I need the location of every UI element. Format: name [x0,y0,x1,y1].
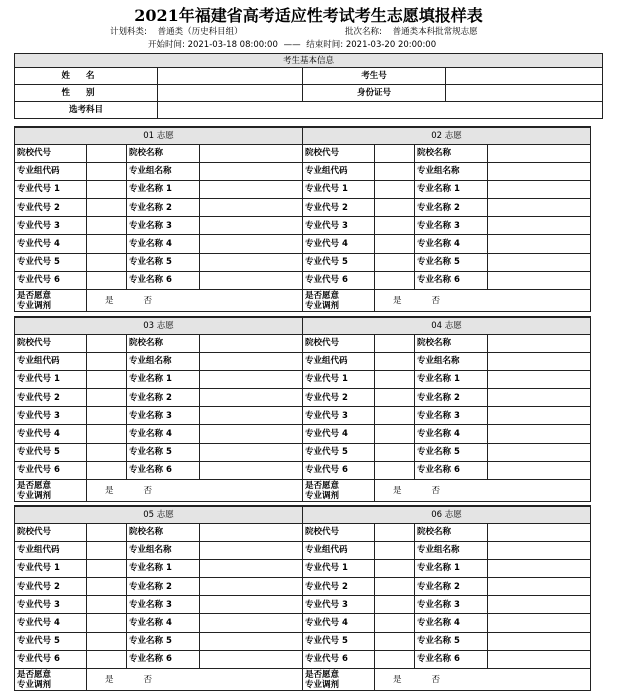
major-code-label: 专业代号 2 [303,578,375,596]
major-name-field[interactable] [200,632,303,650]
adjust-label-line2: 专业调剂 [305,490,340,501]
major-code-label: 专业代号 5 [303,443,375,461]
major-code-label: 专业代号 1 [303,180,375,198]
major-code-field[interactable] [87,461,127,479]
major-name-field[interactable] [488,370,591,388]
major-name-label: 专业名称 1 [127,180,200,198]
plan-line [110,27,243,38]
adjust-no-option[interactable]: 否 [431,674,441,685]
major-code-field[interactable] [87,199,127,217]
choice-group-title: 04 志愿 [303,317,591,334]
major-code-field[interactable] [87,407,127,425]
adjust-choice[interactable] [87,480,303,502]
group-code-field[interactable] [375,162,415,180]
school-name-field[interactable] [488,144,591,162]
group-code-label: 专业组代码 [303,162,375,180]
major-name-field[interactable] [488,217,591,235]
name-label: 姓名 [15,68,158,85]
time-dash: —— [283,40,301,50]
basic-info-header: 考生基本信息 [15,54,603,68]
major-code-field[interactable] [375,425,415,443]
adjust-label-line1: 是否愿意 [17,480,52,491]
school-code-field[interactable] [87,144,127,162]
major-name-label: 专业名称 2 [127,389,200,407]
major-name-label: 专业名称 6 [127,271,200,289]
school-name-label: 院校名称 [127,334,200,352]
adjust-no-option[interactable]: 否 [143,485,153,496]
adjust-label-line2: 专业调剂 [17,679,52,690]
major-name-label: 专业名称 1 [415,180,488,198]
group-name-field[interactable] [488,352,591,370]
choice-group-title: 06 志愿 [303,506,591,523]
major-code-label: 专业代号 1 [15,180,87,198]
adjust-label-line1: 是否愿意 [305,669,340,680]
major-name-label: 专业名称 4 [127,614,200,632]
major-name-field[interactable] [200,614,303,632]
time-line [148,40,436,51]
adjust-choice[interactable] [87,290,303,312]
group-name-field[interactable] [488,541,591,559]
major-code-field[interactable] [375,180,415,198]
school-code-field[interactable] [87,334,127,352]
major-code-label: 专业代号 3 [15,217,87,235]
group-name-label: 专业组名称 [127,162,200,180]
major-name-label: 专业名称 3 [127,596,200,614]
adjust-label-line2: 专业调剂 [305,300,340,311]
school-name-field[interactable] [200,144,303,162]
choice-group-06 [302,505,591,691]
group-name-field[interactable] [200,162,303,180]
major-name-field[interactable] [200,559,303,577]
group-code-label: 专业组代码 [303,352,375,370]
school-code-field[interactable] [375,523,415,541]
major-name-field[interactable] [200,596,303,614]
choice-group-03 [14,316,303,502]
major-code-field[interactable] [375,461,415,479]
major-code-field[interactable] [87,559,127,577]
basic-info-table [14,53,603,119]
adjust-choice[interactable] [375,290,591,312]
major-name-field[interactable] [200,578,303,596]
major-code-label: 专业代号 4 [15,425,87,443]
major-name-field[interactable] [200,443,303,461]
major-name-field[interactable] [200,271,303,289]
major-name-label: 专业名称 1 [415,370,488,388]
exam-no-field[interactable] [446,68,603,85]
school-code-field[interactable] [375,334,415,352]
school-name-label: 院校名称 [127,523,200,541]
adjust-label-line2: 专业调剂 [17,300,52,311]
group-name-label: 专业组名称 [127,352,200,370]
adjust-choice[interactable] [87,669,303,691]
group-code-label: 专业组代码 [15,162,87,180]
major-code-field[interactable] [87,614,127,632]
end-value: 2021-03-20 20:00:00 [345,40,437,50]
major-code-field[interactable] [375,632,415,650]
major-code-field[interactable] [375,443,415,461]
major-code-label: 专业代号 3 [303,596,375,614]
exam-no-label: 考生号 [303,68,446,85]
major-code-label: 专业代号 4 [303,425,375,443]
major-code-field[interactable] [375,253,415,271]
major-code-label: 专业代号 5 [303,632,375,650]
major-name-field[interactable] [488,389,591,407]
major-code-field[interactable] [87,389,127,407]
page-title: 2021年福建省高考适应性考试考生志愿填报样表 [134,6,483,25]
gender-label: 性别 [15,85,158,102]
major-name-field[interactable] [200,407,303,425]
major-code-field[interactable] [375,407,415,425]
group-code-field[interactable] [87,352,127,370]
adjust-yes-option[interactable]: 是 [105,485,114,496]
school-name-label: 院校名称 [415,334,488,352]
major-code-label: 专业代号 3 [15,596,87,614]
major-code-label: 专业代号 5 [303,253,375,271]
major-name-field[interactable] [488,632,591,650]
major-name-label: 专业名称 5 [415,253,488,271]
major-code-field[interactable] [375,235,415,253]
major-code-label: 专业代号 3 [15,407,87,425]
major-name-label: 专业名称 1 [127,559,200,577]
major-code-label: 专业代号 6 [15,650,87,668]
major-name-field[interactable] [200,461,303,479]
major-name-label: 专业名称 3 [127,407,200,425]
major-code-label: 专业代号 3 [303,217,375,235]
adjust-label [303,669,375,691]
school-name-field[interactable] [200,334,303,352]
adjust-label [15,290,87,312]
major-code-field[interactable] [87,253,127,271]
group-name-label: 专业组名称 [127,541,200,559]
major-code-label: 专业代号 1 [303,370,375,388]
adjust-label-line1: 是否愿意 [17,669,52,680]
adjust-label-line1: 是否愿意 [305,480,340,491]
major-name-label: 专业名称 6 [415,650,488,668]
group-name-label: 专业组名称 [415,541,488,559]
school-code-label: 院校代号 [303,523,375,541]
major-name-label: 专业名称 5 [415,443,488,461]
adjust-yes-option[interactable]: 是 [105,295,114,306]
major-name-label: 专业名称 2 [127,199,200,217]
major-name-label: 专业名称 1 [415,559,488,577]
adjust-choice[interactable] [375,480,591,502]
major-name-field[interactable] [200,389,303,407]
group-code-field[interactable] [375,352,415,370]
end-label: 结束时间: [306,40,344,50]
major-name-field[interactable] [488,199,591,217]
group-name-label: 专业组名称 [415,162,488,180]
major-code-field[interactable] [87,425,127,443]
choice-group-title: 05 志愿 [15,506,303,523]
major-code-field[interactable] [375,596,415,614]
major-name-field[interactable] [488,235,591,253]
group-name-field[interactable] [488,162,591,180]
choice-group-title: 03 志愿 [15,317,303,334]
major-name-label: 专业名称 1 [127,370,200,388]
major-code-field[interactable] [87,217,127,235]
name-field[interactable] [158,68,303,85]
choice-group-01 [14,126,303,312]
adjust-no-option[interactable]: 否 [431,295,441,306]
major-code-field[interactable] [87,632,127,650]
major-code-label: 专业代号 2 [15,578,87,596]
major-name-field[interactable] [488,578,591,596]
major-name-label: 专业名称 4 [127,425,200,443]
major-code-label: 专业代号 4 [303,614,375,632]
plan-label: 计划科类: [110,27,147,37]
major-name-field[interactable] [488,253,591,271]
adjust-yes-option[interactable]: 是 [393,674,402,685]
major-name-label: 专业名称 5 [127,443,200,461]
choice-group-04 [302,316,591,502]
major-name-field[interactable] [200,235,303,253]
major-code-field[interactable] [375,389,415,407]
major-code-label: 专业代号 2 [15,389,87,407]
group-name-field[interactable] [200,541,303,559]
major-code-label: 专业代号 4 [15,235,87,253]
school-name-field[interactable] [488,523,591,541]
major-name-label: 专业名称 5 [127,253,200,271]
choice-group-05 [14,505,303,691]
school-code-label: 院校代号 [15,334,87,352]
adjust-label [15,669,87,691]
major-code-field[interactable] [375,199,415,217]
major-code-label: 专业代号 2 [303,199,375,217]
batch-value: 普通类本科批常规志愿 [392,27,478,37]
major-code-field[interactable] [375,370,415,388]
major-code-field[interactable] [87,650,127,668]
major-name-label: 专业名称 6 [127,650,200,668]
school-name-label: 院校名称 [415,144,488,162]
major-name-label: 专业名称 2 [415,199,488,217]
id-no-label: 身份证号 [303,85,446,102]
group-code-label: 专业组代码 [15,541,87,559]
adjust-no-option[interactable]: 否 [143,674,153,685]
major-name-label: 专业名称 6 [127,461,200,479]
major-code-label: 专业代号 5 [15,443,87,461]
batch-label: 批次名称: [345,27,382,37]
adjust-label-line2: 专业调剂 [305,679,340,690]
adjust-label-line1: 是否愿意 [17,290,52,301]
major-code-label: 专业代号 2 [15,199,87,217]
major-code-field[interactable] [87,370,127,388]
major-name-field[interactable] [488,650,591,668]
major-code-field[interactable] [87,443,127,461]
major-code-field[interactable] [375,271,415,289]
plan-value: 普通类（历史科目组） [157,27,243,37]
group-code-field[interactable] [87,162,127,180]
major-name-label: 专业名称 4 [127,235,200,253]
major-name-field[interactable] [488,425,591,443]
major-code-field[interactable] [87,271,127,289]
major-name-label: 专业名称 3 [415,217,488,235]
major-code-label: 专业代号 1 [15,559,87,577]
choice-group-title: 01 志愿 [15,127,303,144]
adjust-yes-option[interactable]: 是 [393,485,402,496]
major-name-label: 专业名称 4 [415,425,488,443]
major-name-label: 专业名称 3 [127,217,200,235]
school-code-label: 院校代号 [303,334,375,352]
group-name-label: 专业组名称 [415,352,488,370]
adjust-no-option[interactable]: 否 [431,485,441,496]
major-code-label: 专业代号 6 [15,271,87,289]
major-name-field[interactable] [488,461,591,479]
major-code-label: 专业代号 1 [15,370,87,388]
major-name-label: 专业名称 4 [415,614,488,632]
group-code-field[interactable] [375,541,415,559]
major-name-label: 专业名称 5 [127,632,200,650]
adjust-choice[interactable] [375,669,591,691]
adjust-label [15,480,87,502]
major-name-label: 专业名称 4 [415,235,488,253]
major-code-label: 专业代号 5 [15,253,87,271]
group-code-field[interactable] [87,541,127,559]
major-code-field[interactable] [375,217,415,235]
major-code-label: 专业代号 5 [15,632,87,650]
major-code-label: 专业代号 6 [303,271,375,289]
major-name-label: 专业名称 2 [127,578,200,596]
major-name-label: 专业名称 5 [415,632,488,650]
start-value: 2021-03-18 08:00:00 [187,40,278,50]
school-name-field[interactable] [488,334,591,352]
major-code-field[interactable] [375,559,415,577]
major-name-field[interactable] [488,559,591,577]
major-code-field[interactable] [87,578,127,596]
major-name-field[interactable] [488,407,591,425]
major-name-field[interactable] [200,180,303,198]
major-code-label: 专业代号 4 [15,614,87,632]
major-code-label: 专业代号 6 [303,461,375,479]
adjust-yes-option[interactable]: 是 [393,295,402,306]
major-code-label: 专业代号 4 [303,235,375,253]
school-name-label: 院校名称 [127,144,200,162]
major-name-field[interactable] [200,217,303,235]
major-name-field[interactable] [488,180,591,198]
major-code-label: 专业代号 1 [303,559,375,577]
major-code-field[interactable] [87,596,127,614]
school-code-label: 院校代号 [303,144,375,162]
major-code-label: 专业代号 2 [303,389,375,407]
gender-field[interactable] [158,85,303,102]
major-code-field[interactable] [87,180,127,198]
major-name-field[interactable] [200,425,303,443]
major-name-label: 专业名称 6 [415,461,488,479]
major-name-field[interactable] [200,650,303,668]
school-code-field[interactable] [375,144,415,162]
batch-line [345,27,478,38]
major-name-field[interactable] [200,199,303,217]
school-code-label: 院校代号 [15,144,87,162]
major-name-field[interactable] [488,271,591,289]
major-name-field[interactable] [200,253,303,271]
adjust-label-line2: 专业调剂 [17,490,52,501]
major-code-field[interactable] [87,235,127,253]
adjust-label [303,290,375,312]
major-name-field[interactable] [488,596,591,614]
group-name-field[interactable] [200,352,303,370]
group-code-label: 专业组代码 [15,352,87,370]
major-name-field[interactable] [200,370,303,388]
adjust-no-option[interactable]: 否 [143,295,153,306]
adjust-label [303,480,375,502]
major-code-field[interactable] [375,614,415,632]
major-code-field[interactable] [375,578,415,596]
major-code-label: 专业代号 6 [303,650,375,668]
major-name-label: 专业名称 2 [415,389,488,407]
major-code-label: 专业代号 6 [15,461,87,479]
school-code-field[interactable] [87,523,127,541]
subjects-label: 选考科目 [15,102,158,119]
adjust-yes-option[interactable]: 是 [105,674,114,685]
group-code-label: 专业组代码 [303,541,375,559]
school-code-label: 院校代号 [15,523,87,541]
major-name-field[interactable] [488,443,591,461]
major-name-field[interactable] [488,614,591,632]
choice-group-02 [302,126,591,312]
major-code-field[interactable] [375,650,415,668]
major-name-label: 专业名称 6 [415,271,488,289]
major-name-label: 专业名称 2 [415,578,488,596]
choice-group-title: 02 志愿 [303,127,591,144]
adjust-label-line1: 是否愿意 [305,290,340,301]
start-label: 开始时间: [148,40,185,50]
major-name-label: 专业名称 3 [415,596,488,614]
id-no-field[interactable] [446,85,603,102]
school-name-label: 院校名称 [415,523,488,541]
subjects-field[interactable] [158,102,603,119]
school-name-field[interactable] [200,523,303,541]
major-code-label: 专业代号 3 [303,407,375,425]
major-name-label: 专业名称 3 [415,407,488,425]
